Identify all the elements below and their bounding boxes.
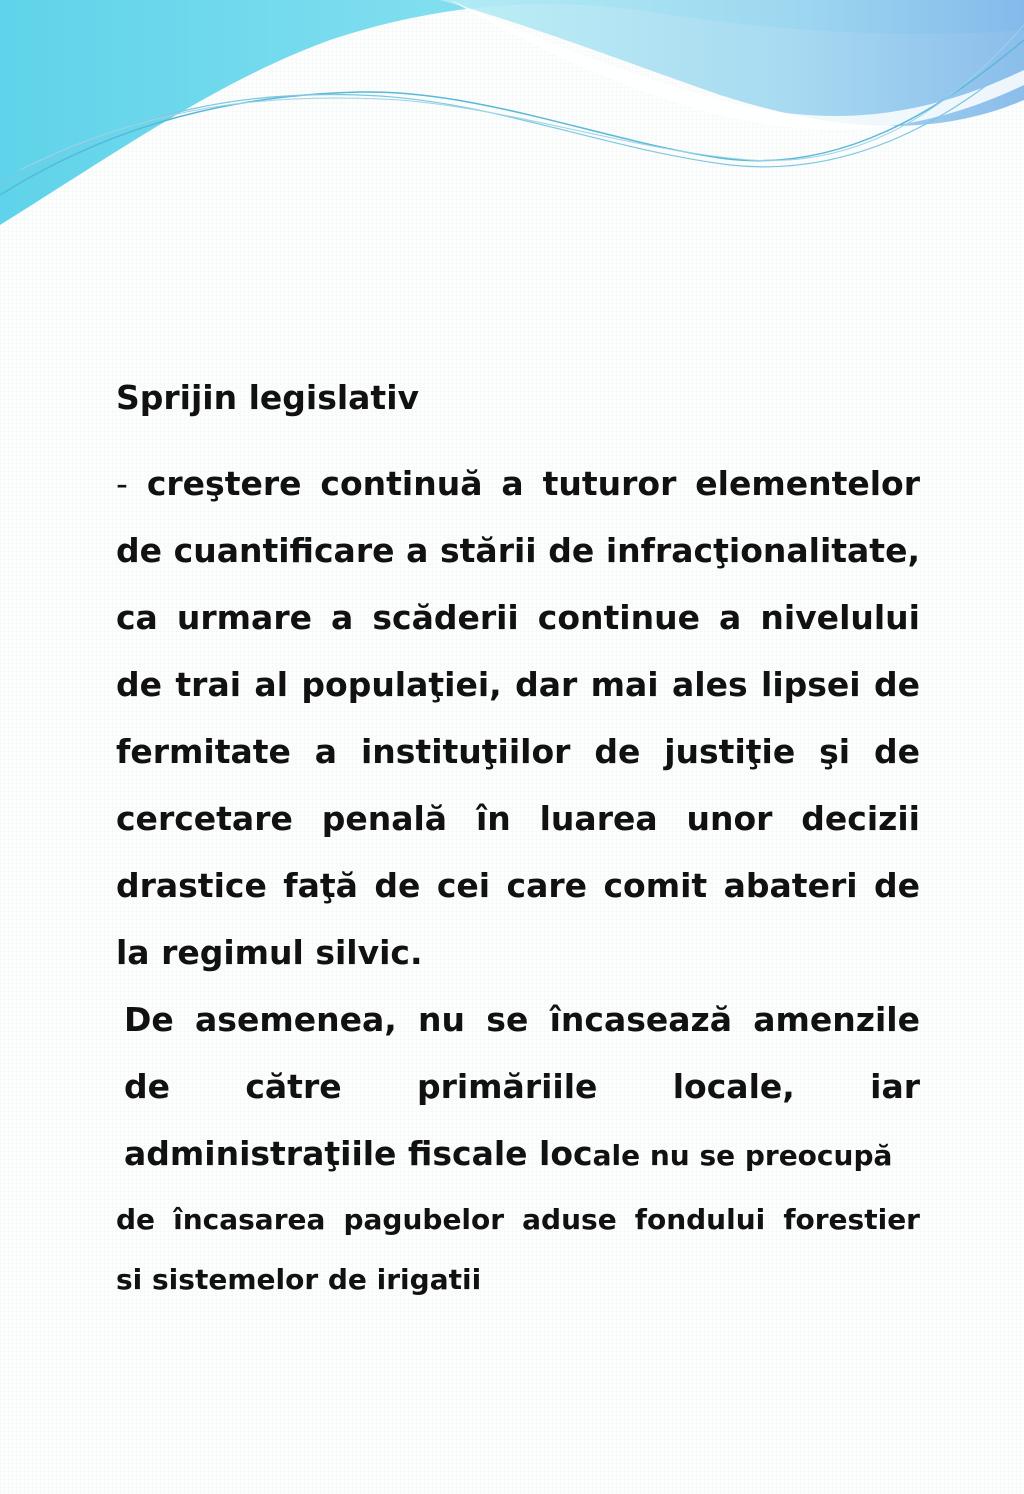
paragraph-fines-small-text: ale nu se preocupă bbox=[592, 1139, 893, 1172]
document-body bbox=[116, 372, 920, 1309]
list-dash: - bbox=[116, 464, 128, 503]
paragraph-infractionality bbox=[116, 450, 920, 986]
paragraph-damages: de încasarea pagubelor aduse fondului forestier bbox=[116, 1203, 920, 1236]
decorative-wave-header bbox=[0, 0, 1024, 240]
paragraph-irrigation: si sistemelor de irigatii bbox=[116, 1263, 482, 1296]
paragraph-fines bbox=[116, 986, 920, 1189]
paragraph-infractionality-text: creştere continuă a tuturor elementelor de cuantificare a stării de infracţionalitate, ca urmare a scăderii continue a nivelului de trai al populaţiei, dar mai ales lipsei de fermitate a instituţiilor de justiţie şi de cercetare penală în luarea unor decizii drastice faţă de cei care comit abateri de la regimul silvic. bbox=[116, 464, 920, 972]
section-heading: Sprijin legislativ bbox=[116, 378, 420, 417]
paragraph-fines-text: De asemenea, nu se încasează amenzile de către primăriile locale, iar administraţiile fiscale loc bbox=[124, 1000, 920, 1173]
